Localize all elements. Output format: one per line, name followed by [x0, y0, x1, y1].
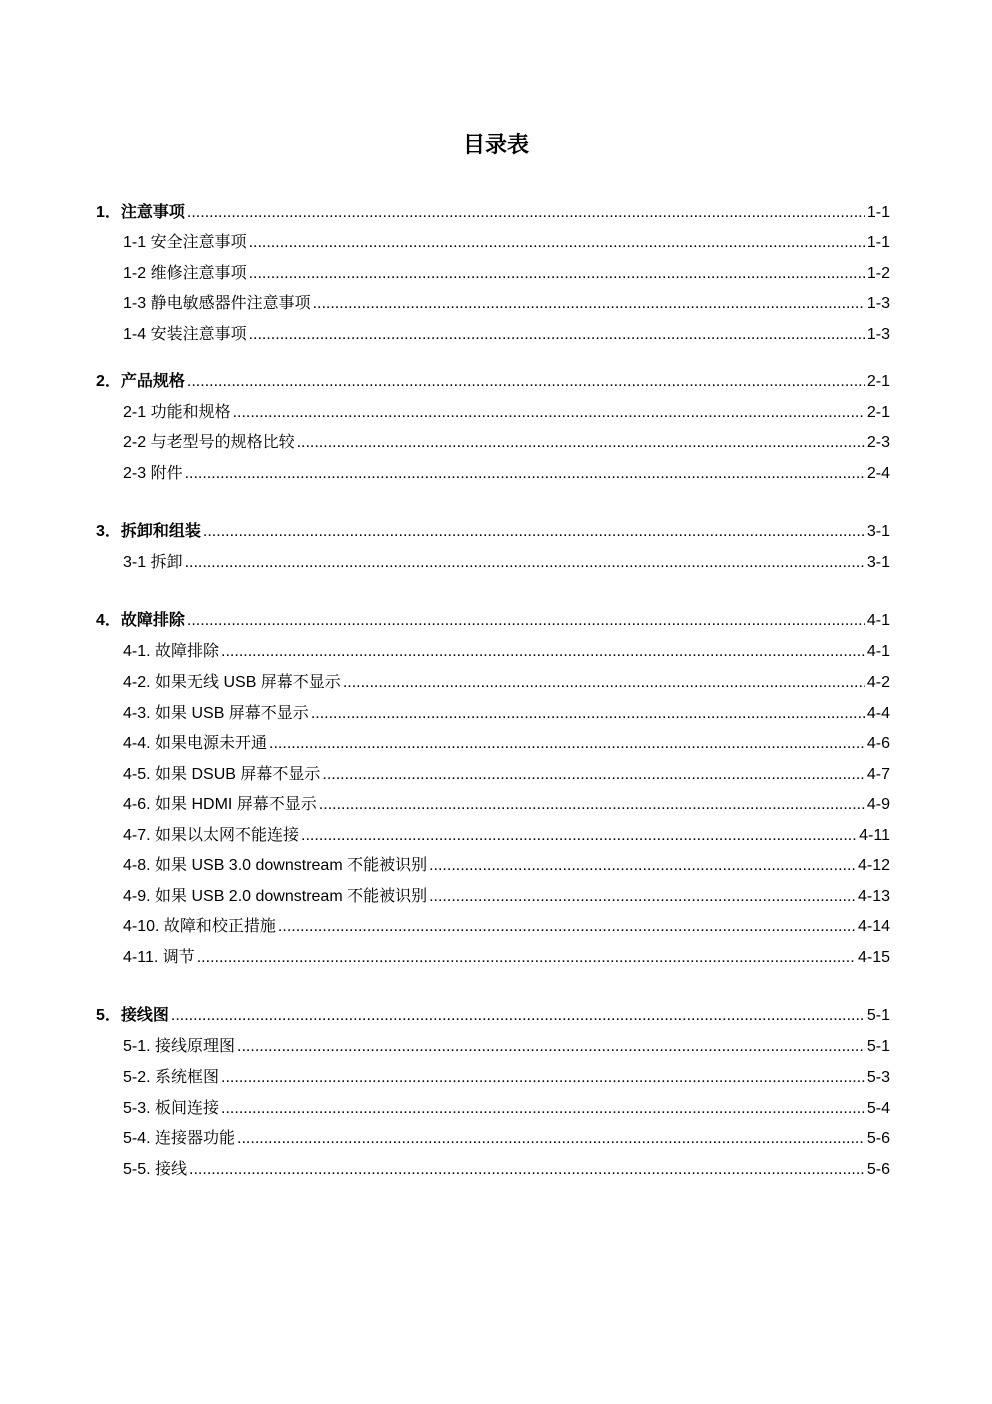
toc-page-number: 4-2 [866, 674, 890, 691]
dot-leader [237, 1035, 865, 1059]
dot-leader [221, 1097, 865, 1121]
toc-page-number: 3-1 [866, 554, 890, 571]
dot-leader [311, 702, 865, 726]
toc-item-2-2[interactable] [123, 431, 890, 455]
toc-page-number: 4-12 [857, 857, 890, 874]
dot-leader [237, 1127, 865, 1151]
toc-item-1-3[interactable] [123, 292, 890, 316]
toc-item-4-6[interactable] [123, 793, 890, 817]
dot-leader [203, 520, 865, 544]
toc-page-number: 2-1 [866, 404, 890, 421]
toc-item-4-8[interactable] [123, 854, 890, 878]
dot-leader [189, 1158, 865, 1182]
toc-page-number: 5-6 [866, 1161, 890, 1178]
toc-item-label: 5-2. 系统框图 [123, 1069, 220, 1086]
toc-item-4-5[interactable] [123, 763, 890, 787]
toc-item-4-2[interactable] [123, 671, 890, 695]
toc-page-number: 5-3 [866, 1069, 890, 1086]
dot-leader [197, 946, 856, 970]
dot-leader [429, 885, 856, 909]
toc-item-label: 5-4. 连接器功能 [123, 1130, 236, 1147]
toc-item-label: 4-10. 故障和校正措施 [123, 918, 276, 935]
toc-page-number: 2-1 [866, 373, 890, 390]
toc-item-label: 2-2 与老型号的规格比较 [123, 434, 295, 451]
toc-item-5-1[interactable] [123, 1035, 890, 1059]
toc-item-4-3[interactable] [123, 702, 890, 726]
toc-item-label: 4-8. 如果 USB 3.0 downstream 不能被识别 [123, 857, 428, 874]
dot-leader [187, 370, 865, 394]
dot-leader [233, 401, 865, 425]
dot-leader [185, 551, 865, 575]
page-title: 目录表 [462, 132, 529, 157]
toc-item-label: 4-1. 故障排除 [123, 643, 220, 660]
toc-page-number: 4-4 [866, 705, 890, 722]
dot-leader [343, 671, 865, 695]
toc-item-label: 5-5. 接线 [123, 1161, 188, 1178]
toc-item-4-1[interactable] [123, 640, 890, 664]
dot-leader [297, 431, 865, 455]
toc-page-number: 4-9 [866, 796, 890, 813]
dot-leader [185, 462, 865, 486]
dot-leader [249, 262, 865, 286]
toc-page-number: 4-14 [857, 918, 890, 935]
toc-item-label: 4-11. 调节 [123, 949, 195, 966]
dot-leader [429, 854, 856, 878]
toc-item-5-3[interactable] [123, 1097, 890, 1121]
toc-page-number: 4-1 [866, 612, 890, 629]
toc-page-number: 4-11 [859, 827, 890, 844]
toc-chapter-3[interactable] [96, 520, 890, 544]
toc-item-4-7[interactable] [123, 824, 890, 848]
toc-chapter-label: 1．注意事项 [96, 204, 185, 221]
toc-item-5-4[interactable] [123, 1127, 890, 1151]
toc-chapter-5[interactable] [96, 1004, 890, 1028]
toc-page-number: 4-15 [857, 949, 890, 966]
toc-page-number: 5-6 [866, 1130, 890, 1147]
toc-page-number: 2-4 [866, 465, 890, 482]
dot-leader [319, 793, 865, 817]
toc-page-number: 5-4 [866, 1100, 890, 1117]
dot-leader [269, 732, 865, 756]
toc-item-4-4[interactable] [123, 732, 890, 756]
toc-item-4-9[interactable] [123, 885, 890, 909]
toc-chapter-label: 2．产品规格 [96, 373, 185, 390]
toc-page-number: 3-1 [866, 523, 890, 540]
dot-leader [187, 609, 865, 633]
dot-leader [171, 1004, 865, 1028]
toc-item-label: 1-2 维修注意事项 [123, 265, 247, 282]
toc-page-number: 4-6 [866, 735, 890, 752]
toc-item-label: 4-5. 如果 DSUB 屏幕不显示 [123, 766, 321, 783]
toc-page-number: 4-13 [857, 888, 890, 905]
toc-item-1-4[interactable] [123, 323, 890, 347]
toc-item-label: 2-1 功能和规格 [123, 404, 231, 421]
toc-item-4-10[interactable] [123, 915, 890, 939]
dot-leader [278, 915, 856, 939]
toc-page-number: 1-1 [866, 204, 890, 221]
toc-chapter-2[interactable] [96, 370, 890, 394]
toc-item-label: 4-6. 如果 HDMI 屏幕不显示 [123, 796, 317, 813]
toc-page-number: 5-1 [866, 1007, 890, 1024]
toc-chapter-label: 4．故障排除 [96, 612, 185, 629]
toc-page-number: 1-1 [866, 234, 890, 251]
toc-page-number: 1-3 [866, 295, 890, 312]
toc-item-4-11[interactable] [123, 946, 890, 970]
toc-page-number: 2-3 [866, 434, 890, 451]
toc-item-1-1[interactable] [123, 231, 890, 255]
toc-item-label: 5-3. 板间连接 [123, 1100, 220, 1117]
toc-item-label: 4-3. 如果 USB 屏幕不显示 [123, 705, 309, 722]
dot-leader [249, 323, 865, 347]
toc-page-number: 4-1 [866, 643, 890, 660]
dot-leader [221, 1066, 865, 1090]
toc-item-2-1[interactable] [123, 401, 890, 425]
toc-item-label: 3-1 拆卸 [123, 554, 183, 571]
dot-leader [301, 824, 857, 848]
dot-leader [249, 231, 865, 255]
toc-item-label: 4-2. 如果无线 USB 屏幕不显示 [123, 674, 341, 691]
toc-item-2-3[interactable] [123, 462, 890, 486]
toc-item-label: 1-1 安全注意事项 [123, 234, 247, 251]
toc-item-label: 1-4 安装注意事项 [123, 326, 247, 343]
dot-leader [187, 201, 865, 225]
toc-item-label: 4-9. 如果 USB 2.0 downstream 不能被识别 [123, 888, 428, 905]
toc-page-number: 4-7 [866, 766, 890, 783]
toc-item-5-5[interactable] [123, 1158, 890, 1182]
toc-item-5-2[interactable] [123, 1066, 890, 1090]
dot-leader [322, 763, 865, 787]
toc-chapter-label: 5．接线图 [96, 1007, 169, 1024]
toc-chapter-label: 3．拆卸和组装 [96, 523, 201, 540]
toc-page-number: 1-2 [866, 265, 890, 282]
toc-chapter-4[interactable] [96, 609, 890, 633]
toc-item-label: 2-3 附件 [123, 465, 183, 482]
toc-item-label: 5-1. 接线原理图 [123, 1038, 236, 1055]
toc-item-3-1[interactable] [123, 551, 890, 575]
dot-leader [221, 640, 865, 664]
toc-item-label: 1-3 静电敏感器件注意事项 [123, 295, 311, 312]
toc-item-label: 4-4. 如果电源未开通 [123, 735, 268, 752]
dot-leader [313, 292, 865, 316]
toc-item-1-2[interactable] [123, 262, 890, 286]
toc-page-number: 5-1 [866, 1038, 890, 1055]
toc-chapter-1[interactable] [96, 201, 890, 225]
toc-item-label: 4-7. 如果以太网不能连接 [123, 827, 300, 844]
toc-page-number: 1-3 [866, 326, 890, 343]
